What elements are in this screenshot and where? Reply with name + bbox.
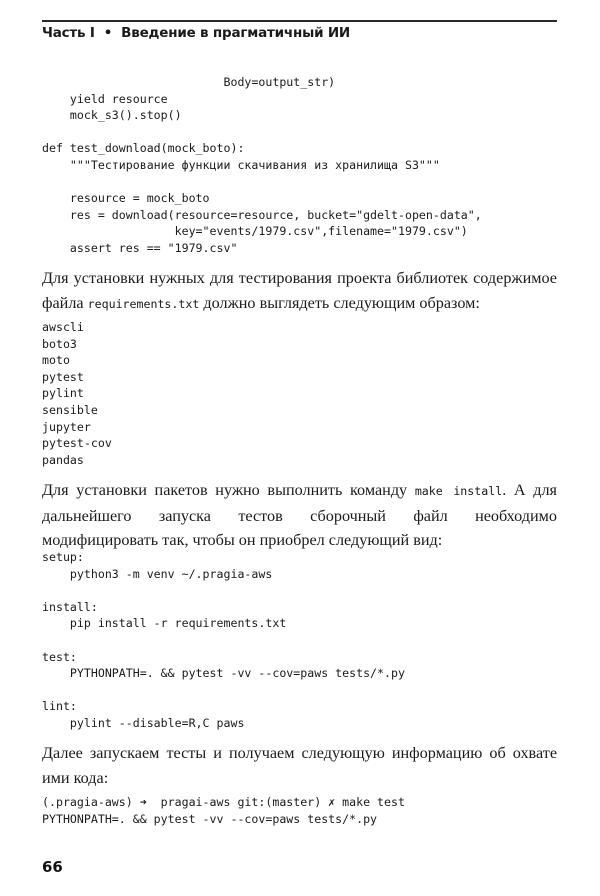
requirement-line: pylint xyxy=(42,386,84,401)
bullet-separator: • xyxy=(103,25,113,41)
makefile-line: python3 -m venv ~/.pragia-aws xyxy=(42,566,273,581)
makefile-line: pylint --disable=R,C paws xyxy=(42,715,245,730)
code-line: key="events/1979.csv",filename="1979.csv") xyxy=(42,224,468,239)
requirement-line: pandas xyxy=(42,452,84,467)
paragraph-text: Для установки пакетов нужно выполнить команду xyxy=(42,481,415,499)
makefile-line: test: xyxy=(42,649,77,664)
paragraph-text: должно выглядеть следующим образом: xyxy=(199,293,480,312)
requirement-line: sensible xyxy=(42,402,98,417)
makefile-line: setup: xyxy=(42,550,84,564)
terminal-line: (.pragia-aws) ➜ pragai-aws git:(master) ✗ make test xyxy=(42,795,405,809)
code-line: Body=output_str) xyxy=(42,75,336,89)
code-line: """Тестирование функции скачивания из хранилища S3""" xyxy=(42,157,440,172)
makefile-line xyxy=(42,582,405,599)
makefile-line: install: xyxy=(42,599,98,614)
requirement-line: awscli xyxy=(42,320,84,334)
paragraph-coverage-intro xyxy=(42,741,557,790)
requirement-line: pytest-cov xyxy=(42,436,112,451)
paragraph-text: Далее запускаем тесты и получаем следующую информацию об охвате ими кода: xyxy=(42,744,557,787)
code-line xyxy=(42,124,482,141)
requirement-line: pytest xyxy=(42,369,84,384)
part-label: Часть I xyxy=(42,25,95,41)
paragraph-text: Для установки нужных для тестирования проекта библиотек содержимое файла xyxy=(42,269,557,312)
makefile-line: lint: xyxy=(42,699,77,714)
inline-code-command: make install xyxy=(414,484,503,498)
terminal-line: PYTHONPATH=. && pytest -vv --cov=paws tests/*.py xyxy=(42,811,378,826)
running-head xyxy=(42,25,350,41)
requirement-line: jupyter xyxy=(42,419,91,434)
paragraph-makefile-intro xyxy=(42,478,557,553)
makefile-line xyxy=(42,632,405,649)
header-rule xyxy=(42,20,557,22)
code-block-makefile xyxy=(42,549,405,732)
paragraph-text: . А для дальнейшего запуска тестов сборочный файл необходимо модифицировать так, чтобы он приобрел следующий вид: xyxy=(42,481,557,549)
code-line xyxy=(42,174,482,191)
code-block-requirements xyxy=(42,319,112,468)
code-line: resource = mock_boto xyxy=(42,191,210,206)
code-line: yield resource xyxy=(42,91,168,106)
code-line: res = download(resource=resource, bucket="gdelt-open-data", xyxy=(42,207,482,222)
makefile-line xyxy=(42,682,405,699)
inline-code-filename: requirements.txt xyxy=(87,296,200,311)
code-block-terminal xyxy=(42,794,405,827)
makefile-line: PYTHONPATH=. && pytest -vv --cov=paws tests/*.py xyxy=(42,666,405,681)
page-number: 66 xyxy=(42,858,63,876)
code-block-test-download xyxy=(42,74,482,257)
code-line: mock_s3().stop() xyxy=(42,108,182,123)
chapter-title: Введение в прагматичный ИИ xyxy=(121,25,351,41)
paragraph-requirements-intro xyxy=(42,266,557,316)
requirement-line: moto xyxy=(42,353,70,368)
makefile-line: pip install -r requirements.txt xyxy=(42,616,287,631)
requirement-line: boto3 xyxy=(42,336,77,351)
code-line: def test_download(mock_boto): xyxy=(42,141,245,156)
code-line: assert res == "1979.csv" xyxy=(42,240,238,255)
